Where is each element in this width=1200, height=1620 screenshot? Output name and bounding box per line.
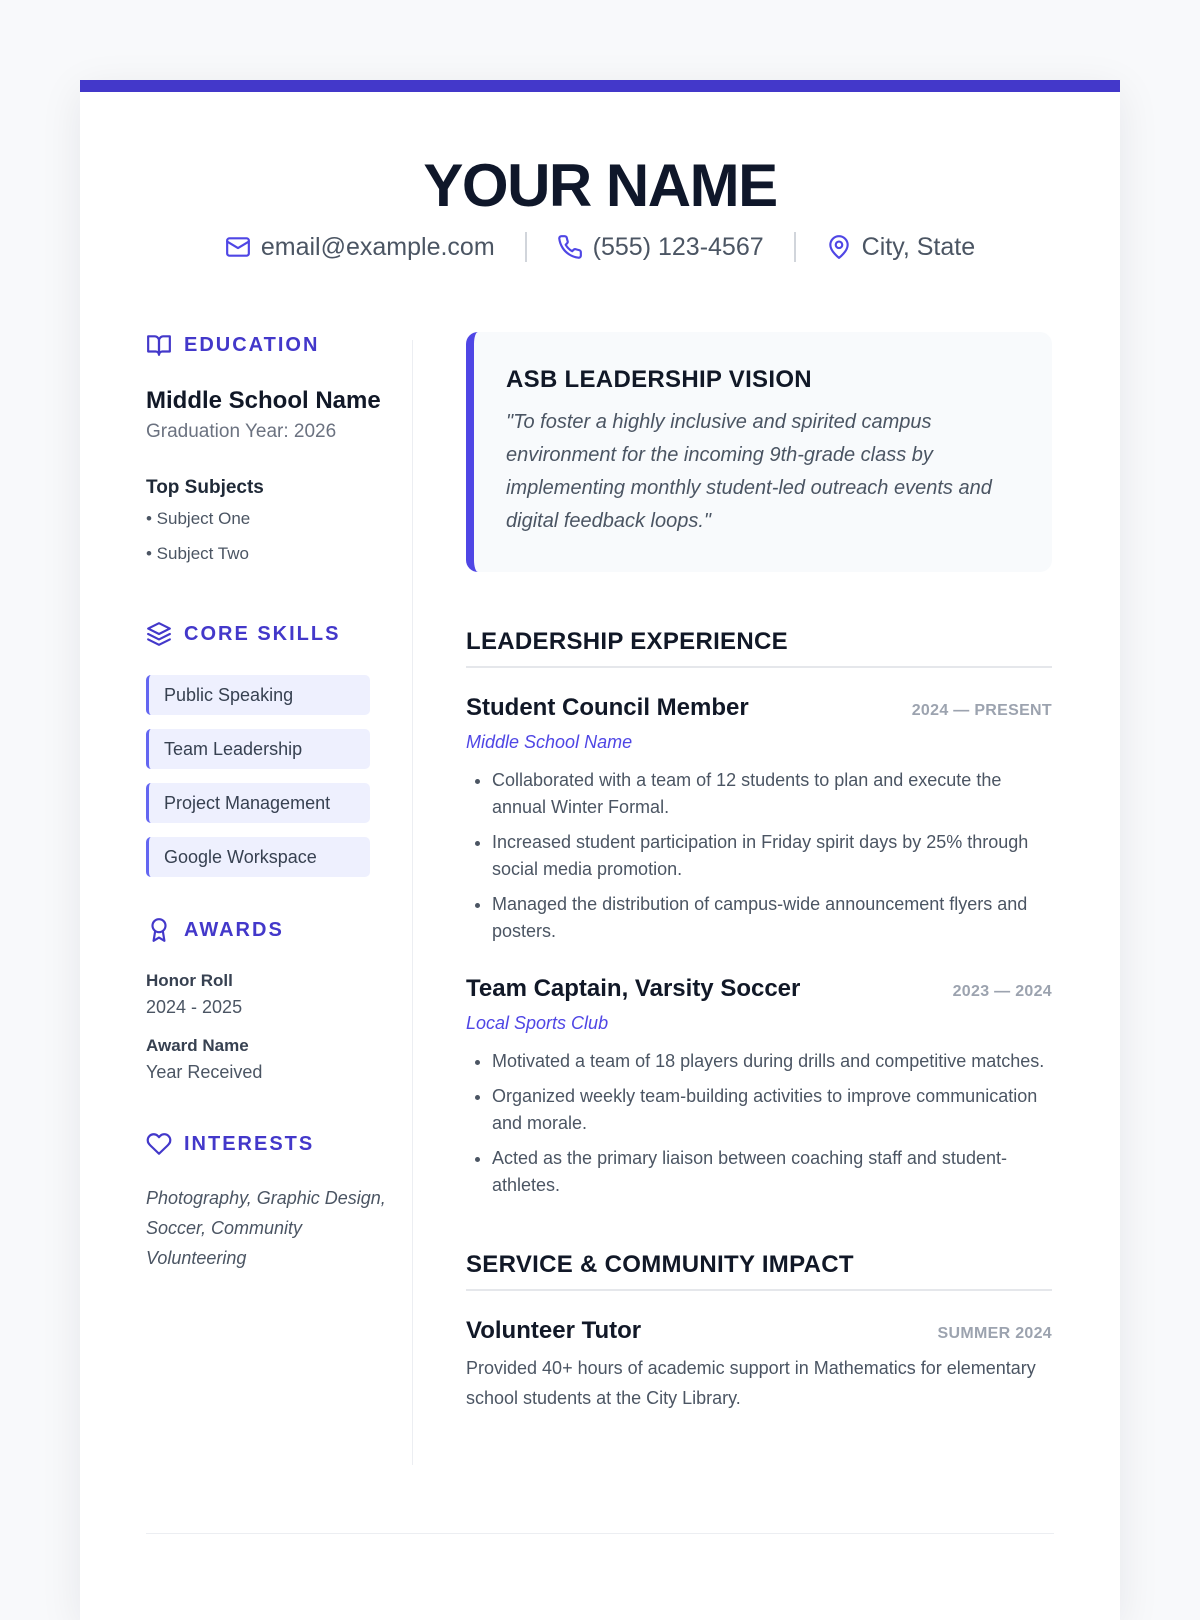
award-item: [146, 971, 391, 1018]
contact-bar: [80, 232, 1120, 262]
awards-section: [146, 917, 391, 1083]
job-bullet: • Increased student participation in Friday spirit days by 25% through social media promotion.: [492, 829, 1052, 883]
award-year: 2024 - 2025: [146, 997, 243, 1017]
subject-item: • Subject One: [146, 509, 251, 528]
job-bullets: [466, 1048, 1052, 1199]
school-name: Middle School Name: [146, 387, 381, 414]
phone-text: (555) 123-4567: [592, 232, 764, 261]
skills-heading: [146, 621, 391, 647]
service-header: [466, 1317, 1052, 1345]
right-column: [466, 332, 1052, 1413]
education-heading-label: EDUCATION: [184, 333, 320, 356]
experience-section: [466, 628, 1052, 1199]
award-year: Year Received: [146, 1062, 263, 1082]
job-entry: [466, 694, 1052, 945]
subjects-heading: Top Subjects: [146, 477, 264, 498]
job-bullet: • Managed the distribution of campus-wide announcement flyers and posters.: [492, 891, 1052, 945]
awards-heading-label: AWARDS: [184, 918, 284, 941]
graduation-year: Graduation Year: 2026: [146, 421, 337, 442]
job-organization: Middle School Name: [466, 732, 633, 752]
heart-icon: [146, 1131, 172, 1157]
skill-tag: Public Speaking: [146, 675, 370, 715]
phone-icon: [557, 234, 583, 260]
job-bullet: • Collaborated with a team of 12 students to plan and execute the annual Winter Formal.: [492, 767, 1052, 821]
service-date: SUMMER 2024: [937, 1325, 1052, 1342]
job-entry: [466, 975, 1052, 1199]
skills-section: [146, 621, 391, 877]
email-text: email@example.com: [260, 232, 495, 261]
education-section: [146, 332, 391, 571]
subject-item: • Subject Two: [146, 544, 249, 563]
job-bullet: • Motivated a team of 18 players during drills and competitive matches.: [492, 1048, 1052, 1075]
vision-card: [466, 332, 1052, 572]
job-bullet: • Acted as the primary liaison between coaching staff and student-athletes.: [492, 1145, 1052, 1199]
interests-heading-label: INTERESTS: [184, 1132, 315, 1155]
interests-heading: [146, 1131, 391, 1157]
service-description: Provided 40+ hours of academic support in Mathematics for elementary school students at the City Library.: [466, 1358, 1036, 1408]
service-section: [466, 1251, 1052, 1413]
contact-divider: [794, 232, 796, 262]
job-date: 2024 — PRESENT: [911, 702, 1052, 719]
map-pin-icon: [826, 234, 852, 260]
job-header: [466, 975, 1052, 1003]
skill-tag: Project Management: [146, 783, 370, 823]
interests-text: Photography, Graphic Design, Soccer, Community Volunteering: [146, 1188, 386, 1268]
book-open-icon: [146, 332, 172, 358]
award-icon: [146, 917, 172, 943]
contact-divider: [525, 232, 527, 262]
contact-phone[interactable]: [557, 233, 764, 262]
location-text: City, State: [861, 232, 976, 261]
interests-section: [146, 1131, 391, 1273]
awards-heading: [146, 917, 391, 943]
layers-icon: [146, 621, 172, 647]
skill-tag: Team Leadership: [146, 729, 370, 769]
award-name: Honor Roll: [146, 971, 233, 990]
candidate-name: YOUR NAME: [423, 152, 777, 219]
service-heading: SERVICE & COMMUNITY IMPACT: [466, 1251, 1052, 1291]
skills-heading-label: CORE SKILLS: [184, 622, 341, 645]
job-bullet: • Organized weekly team-building activities to improve communication and morale.: [492, 1083, 1052, 1137]
job-header: [466, 694, 1052, 722]
experience-heading: LEADERSHIP EXPERIENCE: [466, 628, 1052, 668]
resume-header: [80, 92, 1120, 262]
subjects-list: [146, 501, 391, 571]
footer-divider: [146, 1533, 1054, 1534]
job-bullets: [466, 767, 1052, 945]
skill-tag: Google Workspace: [146, 837, 370, 877]
left-column: [146, 332, 391, 1273]
award-item: [146, 1036, 391, 1083]
award-name: Award Name: [146, 1036, 249, 1055]
job-title: Student Council Member: [466, 694, 749, 721]
education-heading: [146, 332, 391, 358]
vision-text: "To foster a highly inclusive and spirited campus environment for the incoming 9th-grade class by implementing monthly student-led outreach events and digital feedback loops.": [506, 411, 992, 532]
job-title: Team Captain, Varsity Soccer: [466, 975, 801, 1002]
resume-page: [80, 80, 1120, 1620]
mail-icon: [225, 234, 251, 260]
job-date: 2023 — 2024: [952, 983, 1052, 1000]
skills-list: [146, 675, 391, 877]
contact-location: [826, 233, 975, 262]
contact-email[interactable]: [225, 233, 495, 262]
service-title: Volunteer Tutor: [466, 1317, 642, 1344]
vision-title: ASB LEADERSHIP VISION: [506, 366, 812, 393]
column-divider: [412, 340, 413, 1465]
job-organization: Local Sports Club: [466, 1013, 609, 1033]
